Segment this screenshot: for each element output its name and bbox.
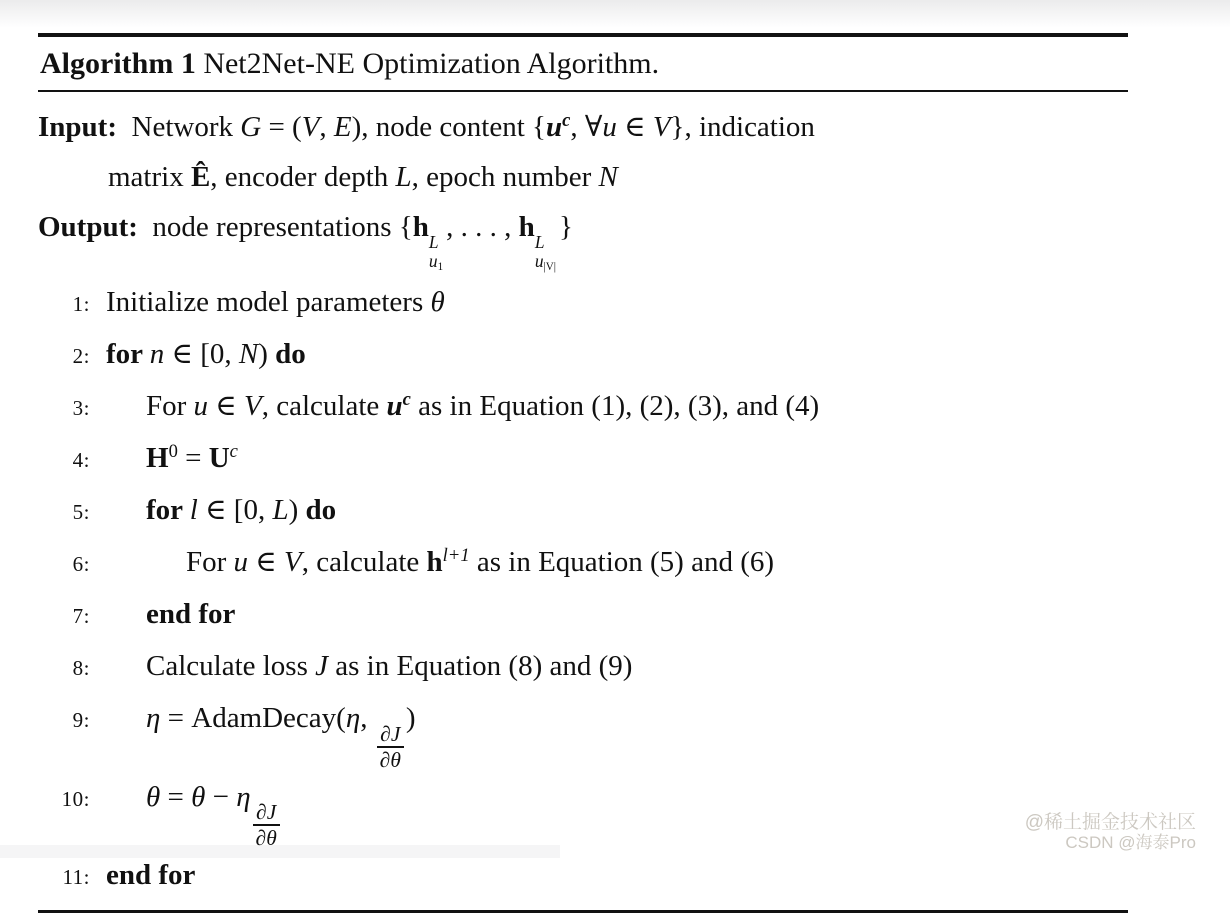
step-number: 10: bbox=[61, 786, 90, 811]
fraction: $\frac{\partial J}{\partial\theta}$ bbox=[253, 800, 280, 850]
input-line-continuation: matrix Ê, encoder depth L, epoch number N bbox=[108, 161, 618, 193]
step-number: 4: bbox=[72, 448, 90, 473]
step-number: 1: bbox=[72, 292, 90, 317]
step-number: 6: bbox=[72, 552, 90, 577]
sup-sub-stack: L $u_{|V|}$ bbox=[534, 232, 557, 274]
step-statement: $H^0 = U^c$ bbox=[146, 441, 238, 475]
fraction: $\frac{\partial J}{\partial\theta}$ bbox=[377, 722, 404, 772]
algorithm-step bbox=[38, 485, 1128, 537]
output-line: Output: node representations {h L $u_1$ , . . . , h L $u_{|V|}$ } bbox=[38, 211, 573, 274]
step-statement: Calculate loss J as in Equation (8) and (9) bbox=[146, 650, 633, 683]
step-statement: θ = θ − η $\frac{\partial J}{\partial\theta}$ bbox=[106, 772, 282, 850]
algorithm-title-text: Net2Net-NE Optimization Algorithm. bbox=[195, 47, 660, 80]
top-shading bbox=[0, 0, 1230, 28]
watermark-line-1: @稀土掘金技术社区 bbox=[1024, 812, 1196, 833]
step-number: 7: bbox=[72, 604, 90, 629]
sup-sub-stack: L $u_1$ bbox=[428, 232, 444, 274]
algorithm-title-label: Algorithm 1 bbox=[40, 47, 196, 80]
algorithm-step bbox=[38, 277, 1128, 329]
algorithm-step bbox=[38, 772, 1128, 850]
step-number: 5: bbox=[72, 500, 90, 525]
step-statement: for l ∈ [0, L) do bbox=[146, 494, 337, 527]
watermark bbox=[1025, 812, 1196, 852]
step-number: 3: bbox=[72, 396, 90, 421]
step-number: 8: bbox=[72, 656, 90, 681]
bottom-shading bbox=[0, 845, 560, 858]
step-number: 9: bbox=[72, 708, 90, 733]
algorithm-block bbox=[38, 33, 1128, 913]
step-statement: η = AdamDecay(η, $\frac{\partial J}{\partial\theta}$ ) bbox=[146, 702, 416, 772]
algorithm-body bbox=[38, 92, 1128, 910]
algorithm-steps bbox=[38, 277, 1128, 902]
watermark-line-2: CSDN @海泰Pro bbox=[1065, 833, 1196, 852]
algorithm-title bbox=[38, 37, 1128, 90]
step-statement: For u ∈ V, calculate $h^{l+1}$ as in Equation (5) and (6) bbox=[186, 545, 775, 579]
algorithm-step bbox=[38, 381, 1128, 433]
step-number: 11: bbox=[62, 865, 90, 890]
algorithm-step bbox=[38, 589, 1128, 641]
step-statement: end for bbox=[146, 598, 236, 631]
algorithm-step bbox=[38, 693, 1128, 771]
step-statement: For u ∈ V, calculate $u^c$ as in Equation (1), (2), (3), and (4) bbox=[146, 389, 820, 423]
step-statement: Initialize model parameters θ bbox=[106, 286, 445, 319]
algorithm-step bbox=[38, 641, 1128, 693]
algorithm-step bbox=[38, 433, 1128, 485]
algorithm-step bbox=[38, 329, 1128, 381]
algorithm-step bbox=[38, 537, 1128, 589]
step-statement: for n ∈ [0, N) do bbox=[106, 338, 306, 371]
step-statement: end for bbox=[106, 859, 196, 892]
step-number: 2: bbox=[72, 344, 90, 369]
input-line: Input: Network G = (V, E), node content {$u^c$, ∀u ∈ V}, indication bbox=[38, 109, 815, 143]
